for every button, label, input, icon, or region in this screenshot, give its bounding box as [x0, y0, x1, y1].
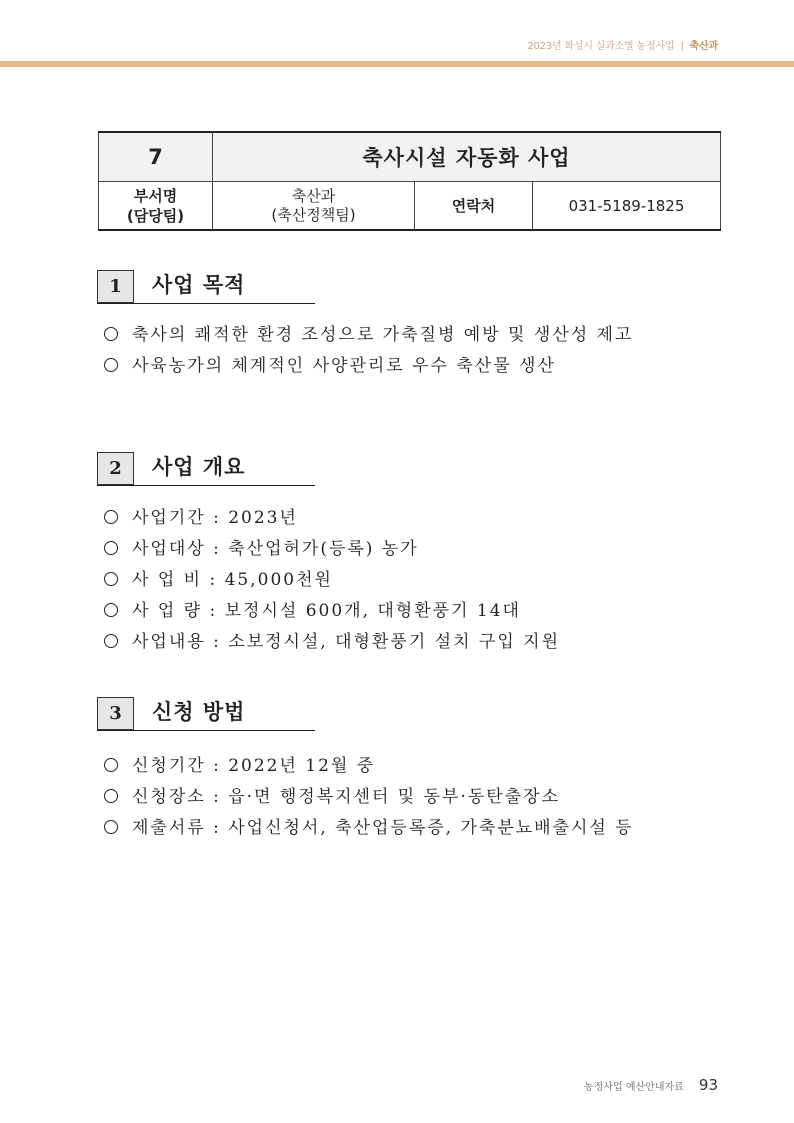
dept-value-line1: 축산과 — [291, 186, 336, 205]
list-item-text: 축사의 쾌적한 환경 조성으로 가축질병 예방 및 생산성 제고 — [132, 325, 634, 345]
circle-bullet-icon — [104, 510, 118, 524]
list-item-text: 사육농가의 체계적인 사양관리로 우수 축산물 생산 — [132, 356, 556, 376]
footer-document-title: 농정사업 예산안내자료 — [584, 1082, 684, 1093]
circle-bullet-icon — [104, 358, 118, 372]
list-item-text: 신청기간 : 2022년 12월 중 — [132, 756, 376, 776]
project-title: 축사시설 자동화 사업 — [362, 146, 571, 170]
project-number: 7 — [148, 145, 163, 169]
list-item — [104, 751, 634, 782]
header-separator: | — [680, 41, 684, 52]
circle-bullet-icon — [104, 572, 118, 586]
circle-bullet-icon — [104, 541, 118, 555]
project-number-cell — [99, 132, 213, 182]
list-item — [104, 565, 560, 596]
circle-bullet-icon — [104, 327, 118, 341]
list-item — [104, 782, 634, 813]
overview-list — [104, 503, 560, 658]
application-list — [104, 751, 634, 844]
list-item — [104, 627, 560, 658]
list-item-text: 제출서류 : 사업신청서, 축산업등록증, 가축분뇨배출시설 등 — [132, 818, 634, 838]
dept-label-cell — [99, 182, 213, 231]
list-item-text: 사업기간 : 2023년 — [132, 508, 298, 528]
list-item — [104, 596, 560, 627]
list-item-text: 사 업 비 : 45,000천원 — [132, 570, 333, 590]
section-number: 3 — [97, 697, 134, 730]
dept-label-line2: (담당팀) — [126, 206, 185, 225]
contact-label: 연락처 — [451, 196, 496, 215]
list-item — [104, 503, 560, 534]
section-heading-application — [97, 697, 315, 731]
contact-label-cell — [415, 182, 533, 231]
page-number: 93 — [698, 1076, 718, 1094]
list-item-text: 사업내용 : 소보정시설, 대형환풍기 설치 구입 지원 — [132, 632, 560, 652]
page-footer — [584, 1075, 718, 1094]
list-item-text: 사업대상 : 축산업허가(등록) 농가 — [132, 539, 419, 559]
list-item-text: 신청장소 : 읍·면 행정복지센터 및 동부·동탄출장소 — [132, 787, 560, 807]
header-rule — [0, 61, 794, 67]
dept-label-line1: 부서명 — [133, 186, 178, 205]
circle-bullet-icon — [104, 820, 118, 834]
project-title-cell — [213, 132, 721, 182]
circle-bullet-icon — [104, 634, 118, 648]
contact-phone: 031-5189-1825 — [568, 197, 685, 215]
list-item — [104, 534, 560, 565]
list-item — [104, 351, 633, 382]
publication-title: 2023년 화성시 실과소별 농정사업 — [527, 41, 675, 52]
dept-value-cell — [213, 182, 415, 231]
section-title: 사업 목적 — [152, 273, 246, 297]
list-item-text: 사 업 량 : 보정시설 600개, 대형환풍기 14대 — [132, 601, 521, 621]
section-title: 신청 방법 — [152, 700, 246, 724]
list-item — [104, 813, 634, 844]
section-heading-purpose — [97, 270, 315, 304]
section-number: 2 — [97, 452, 134, 485]
header-department: 축산과 — [689, 41, 718, 52]
section-title: 사업 개요 — [152, 455, 246, 479]
list-item — [104, 320, 633, 351]
dept-value-line2: (축산정책팀) — [271, 205, 356, 224]
project-info-table — [98, 131, 721, 231]
circle-bullet-icon — [104, 603, 118, 617]
running-header — [527, 37, 718, 52]
circle-bullet-icon — [104, 758, 118, 772]
contact-value-cell — [533, 182, 721, 231]
section-number: 1 — [97, 270, 134, 303]
purpose-list — [104, 320, 633, 382]
section-heading-overview — [97, 452, 315, 486]
circle-bullet-icon — [104, 789, 118, 803]
